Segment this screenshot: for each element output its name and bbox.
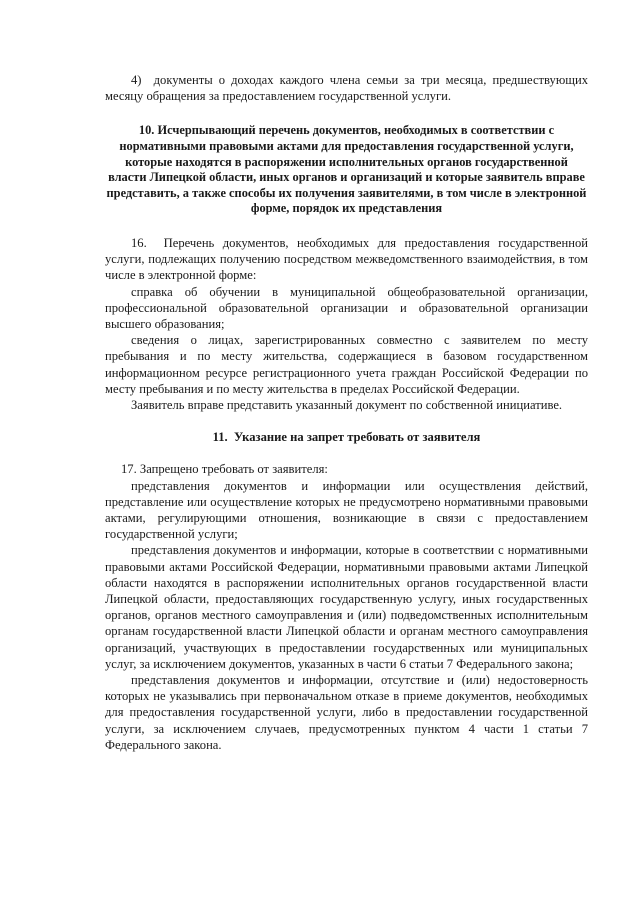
paragraph-17-undisclosed-refusal: представления документов и информации, отсутствие и (или) недостоверность которых не указывались при первоначальном отказе в приеме документов, необходимых для предоставления государственной услуги, либо в предоставлении государственной услуги, за исключением случаев, предусмотренных пунктом 4 части 1 статьи 7 Федерального закона. [105, 673, 588, 752]
paragraph-16: 16. Перечень документов, необходимых для предоставления государственной услуги, подлежащих получению посредством межведомственного взаимодействия, в том числе в электронной форме: [105, 235, 588, 283]
section-11-heading: 11. Указание на запрет требовать от заявителя [212, 430, 481, 445]
section-10-heading: 10. Исчерпывающий перечень документов, необходимых в соответствии с нормативными правовыми актами для предоставления государственной услуги, которые находятся в распоряжении исполнительных органов государственной власти Липецкой области, иных органов и организаций и которые заявитель вправе представить, а также способы их получения заявителями, в том числе в электронной форме, порядок их представления [106, 123, 587, 216]
paragraph-17-actions: представления документов и информации или осуществления действий, представление или осуществление которых не предусмотрено нормативными правовыми актами, регулирующими отношения, возникающие в связи с предоставлением государственной услуги; [105, 478, 588, 542]
paragraph-16-education-certificate: справка об обучении в муниципальной общеобразовательной организации, профессиональной образовательной организации и образовательной организации высшего образования; [105, 284, 588, 331]
paragraph-17: 17. Запрещено требовать от заявителя: [121, 462, 328, 477]
item-4-paragraph: 4) документы о доходах каждого члена семьи за три месяца, предшествующих месяцу обращения за предоставлением государственной услуги. [105, 73, 588, 104]
paragraph-17-documents-held: представления документов и информации, которые в соответствии с нормативными правовыми актами Российской Федерации, нормативными правовыми актами Липецкой области находятся в распоряжении исполнительных органов государственной власти Липецкой области, предоставляющих государственную услугу, иных государственных органов, органов местного самоуправления и (или) подведомственных исполнительным органам государственной власти Липецкой области и органам местного самоуправления организаций, участвующих в предоставлении государственных или муниципальных услуг, за исключением документов, указанных в части 6 статьи 7 Федерального закона; [105, 543, 588, 671]
paragraph-16-own-initiative: Заявитель вправе представить указанный документ по собственной инициативе. [131, 398, 563, 412]
paragraph-16-registration-info: сведения о лицах, зарегистрированных совместно с заявителем по месту пребывания и по месту жительства, содержащиеся в базовом государственном информационном ресурсе регистрационного учета граждан Российской Федерации по месту пребывания и по месту жительства в пределах Российской Федерации. [105, 333, 588, 396]
document-page [105, 72, 588, 753]
